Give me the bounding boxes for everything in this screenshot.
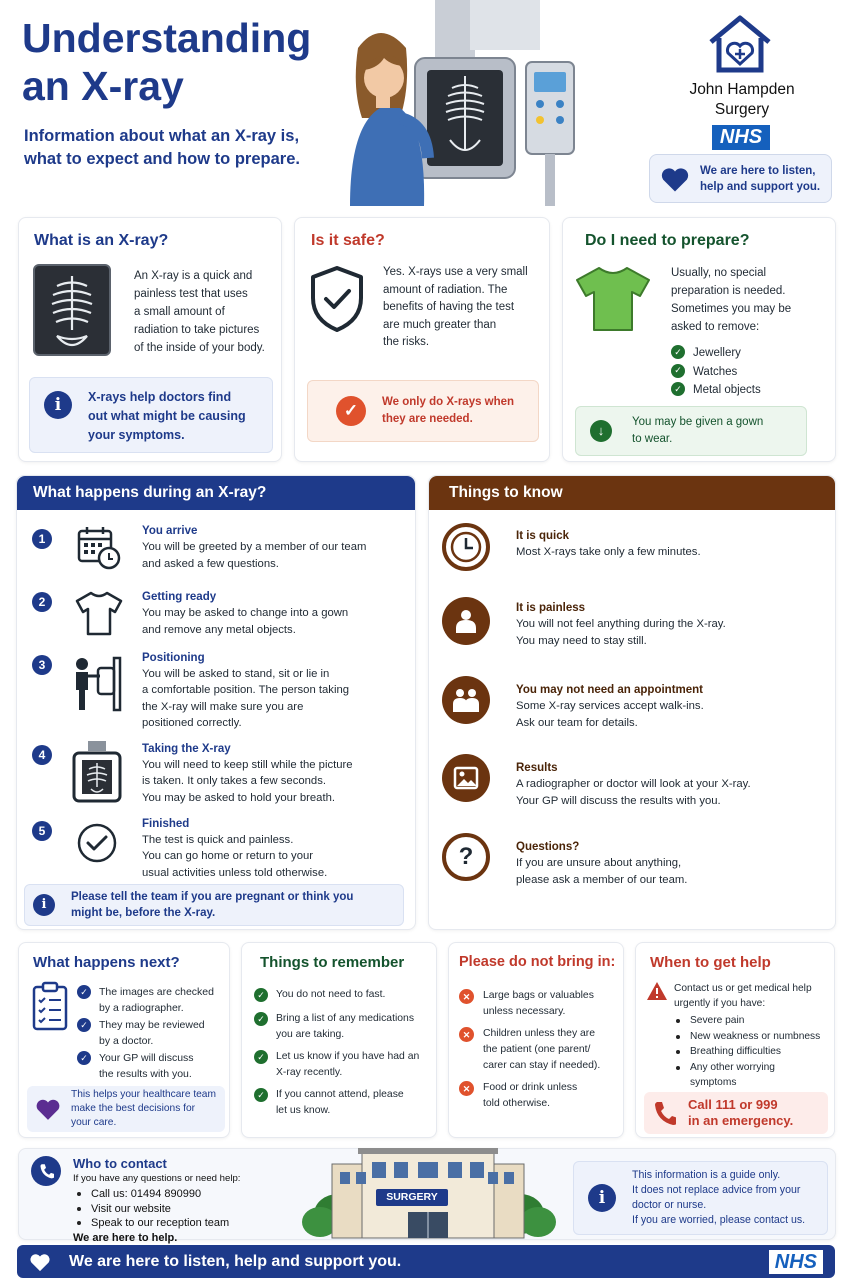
step-number: 4	[32, 745, 52, 765]
org-name: John Hampden Surgery	[689, 81, 795, 118]
next-note: This helps your healthcare team make the best decisions for your care.	[27, 1086, 225, 1132]
check-icon: ✓	[254, 1088, 268, 1102]
list-item: ✓ Jewellery	[671, 344, 831, 363]
know-title: It is quick	[516, 530, 570, 542]
contact-list	[73, 1187, 303, 1231]
cross-icon: ✕	[459, 1081, 474, 1096]
list-item: Severe pain	[676, 1013, 836, 1029]
phone-icon	[652, 1100, 676, 1126]
safe-note: ✓ We only do X-rays when they are needed.	[307, 380, 539, 442]
help-list	[676, 1013, 836, 1091]
cross-icon: ✕	[459, 1027, 474, 1042]
next-list	[77, 984, 227, 1082]
step-title: Positioning	[142, 652, 205, 664]
step-number: 5	[32, 821, 52, 841]
remember-title: Things to remember	[260, 954, 405, 971]
list-item: Call us: 01494 890990	[73, 1187, 303, 1202]
step-number: 1	[32, 529, 52, 549]
person-icon	[442, 597, 490, 645]
clipboard-icon	[31, 981, 69, 1031]
step-title: Taking the X-ray	[142, 743, 231, 755]
phone-circle-icon	[31, 1156, 61, 1186]
help-intro: Contact us or get medical help urgently if you have:	[674, 983, 812, 1009]
prepare-card	[562, 217, 836, 462]
list-item: Visit our website	[73, 1202, 303, 1217]
remember-list	[254, 987, 434, 1119]
check-icon: ✓	[671, 345, 685, 359]
building-sign: SURGERY	[376, 1189, 448, 1206]
list-item: ✓ If you cannot attend, please let us know.	[254, 1087, 434, 1119]
list-item: ✕ Food or drink unless told otherwise.	[459, 1080, 623, 1112]
prepare-list	[671, 344, 831, 400]
heart-icon	[29, 1252, 51, 1272]
download-arrow-icon: ↓	[590, 420, 612, 442]
know-title: Questions?	[516, 841, 580, 853]
footer-nhs-logo: NHS	[769, 1250, 823, 1274]
check-icon: ✓	[254, 988, 268, 1002]
know-title: It is painless	[516, 602, 586, 614]
list-item: ✓ Let us know if you have had an X-ray recently.	[254, 1049, 434, 1081]
tshirt-icon	[573, 264, 653, 334]
check-circle-outline-icon	[76, 822, 118, 864]
check-icon: ✓	[77, 1051, 91, 1065]
check-icon: ✓	[254, 1050, 268, 1064]
contact-block: Who to contact If you have any questions or need help: Call us: 01494 890990 Visit our website Speak to our reception team We are here to help.	[73, 1155, 303, 1245]
heart-icon	[35, 1097, 61, 1121]
list-item: New weakness or numbness	[676, 1029, 836, 1045]
nhs-logo: NHS	[712, 125, 770, 150]
know-title: You may not need an appointment	[516, 684, 703, 696]
xray-machine-icon	[72, 741, 122, 803]
list-item: ✓ Watches	[671, 363, 831, 382]
step-title: Finished	[142, 818, 190, 830]
check-icon: ✓	[671, 382, 685, 396]
hero-xray-illustration	[340, 0, 590, 206]
list-item: ✕ Large bags or valuables unless necessary.	[459, 988, 623, 1020]
things-to-remember-card	[241, 942, 437, 1138]
what-is-xray-card	[18, 217, 282, 462]
contact-title: Who to contact	[73, 1156, 167, 1171]
bullet-icon	[676, 1019, 680, 1023]
prepare-title: Do I need to prepare?	[585, 232, 750, 249]
what-is-title: What is an X-ray?	[34, 232, 169, 249]
list-item: ✓ Your GP will discuss the results with you.	[77, 1050, 227, 1082]
prepare-text: Usually, no special preparation is needed. Sometimes you may be asked to remove:	[671, 267, 792, 333]
check-icon: ✓	[254, 1012, 268, 1026]
guide-note: i This information is a guide only. It does not replace advice from your doctor or nurse. If you are worried, please contact us.	[573, 1161, 828, 1235]
help-title: When to get help	[650, 954, 771, 971]
image-icon	[442, 754, 490, 802]
info-icon: i	[588, 1184, 616, 1212]
shield-check-icon	[307, 264, 367, 334]
bullet-icon	[676, 1035, 680, 1039]
calendar-clock-icon	[76, 525, 122, 571]
dont-bring-list	[459, 988, 623, 1112]
check-icon: ✓	[671, 364, 685, 378]
check-icon: ✓	[77, 1018, 91, 1032]
bullet-icon	[676, 1066, 680, 1070]
emergency-call: Call 111 or 999 in an emergency.	[644, 1092, 828, 1134]
is-it-safe-card	[294, 217, 550, 462]
list-item: Any other worrying symptoms	[676, 1060, 836, 1091]
heart-icon	[660, 165, 690, 193]
list-item: Speak to our reception team	[73, 1216, 303, 1231]
positioning-icon	[70, 654, 126, 714]
next-title: What happens next?	[33, 954, 180, 971]
list-item: Breathing difficulties	[676, 1044, 836, 1060]
bullet-icon	[676, 1050, 680, 1054]
know-header: Things to know	[429, 476, 835, 510]
cross-icon: ✕	[459, 989, 474, 1004]
do-not-bring-card	[448, 942, 624, 1138]
when-to-get-help-card	[635, 942, 835, 1138]
list-item: ✓ Metal objects	[671, 381, 831, 400]
step-number: 2	[32, 592, 52, 612]
question-mark-icon: ?	[442, 833, 490, 881]
safe-text: Yes. X-rays use a very small amount of radiation. The benefits of having the test are much greater than the risks.	[383, 266, 528, 348]
surgery-logo-icon	[705, 12, 775, 74]
list-item: ✓ Bring a list of any medications you are taking.	[254, 1011, 434, 1043]
what-happens-next-card	[18, 942, 230, 1138]
during-header: What happens during an X-ray?	[17, 476, 415, 510]
step-number: 3	[32, 655, 52, 675]
support-banner: We are here to listen, help and support you.	[649, 154, 832, 203]
dont-bring-title: Please do not bring in:	[459, 954, 616, 970]
step-title: Getting ready	[142, 591, 217, 603]
page-subtitle: Information about what an X-ray is, what to expect and how to prepare.	[24, 127, 300, 168]
clock-icon	[442, 523, 490, 571]
page-title: Understanding an X-ray	[22, 15, 312, 109]
prepare-note: ↓ You may be given a gown to wear.	[575, 406, 807, 456]
info-icon: i	[33, 894, 55, 916]
bullet-icon	[77, 1192, 81, 1196]
footer-banner: We are here to listen, help and support you. NHS	[17, 1245, 835, 1278]
what-is-note: i X-rays help doctors find out what might be causing your symptoms.	[29, 377, 273, 453]
list-item: ✓ You do not need to fast.	[254, 987, 434, 1003]
warning-icon	[646, 981, 668, 1001]
check-circle-icon: ✓	[336, 396, 366, 426]
chest-xray-icon	[33, 264, 111, 356]
know-title: Results	[516, 762, 558, 774]
list-item: ✕ Children unless they are the patient (one parent/ carer can stay if needed).	[459, 1026, 623, 1074]
what-is-text: An X-ray is a quick and painless test that uses a small amount of radiation to take pictures of the inside of your body.	[134, 270, 265, 354]
pregnancy-note: i Please tell the team if you are pregnant or think you might be, before the X-ray.	[24, 884, 404, 926]
safe-title: Is it safe?	[311, 232, 385, 249]
step-title: You arrive	[142, 525, 198, 537]
people-icon	[442, 676, 490, 724]
list-item: ✓ They may be reviewed by a doctor.	[77, 1017, 227, 1049]
check-icon: ✓	[77, 985, 91, 999]
gown-icon	[74, 589, 124, 637]
list-item: ✓ The images are checked by a radiographer.	[77, 984, 227, 1016]
info-icon: i	[44, 391, 72, 419]
bullet-icon	[77, 1207, 81, 1211]
bullet-icon	[77, 1221, 81, 1225]
